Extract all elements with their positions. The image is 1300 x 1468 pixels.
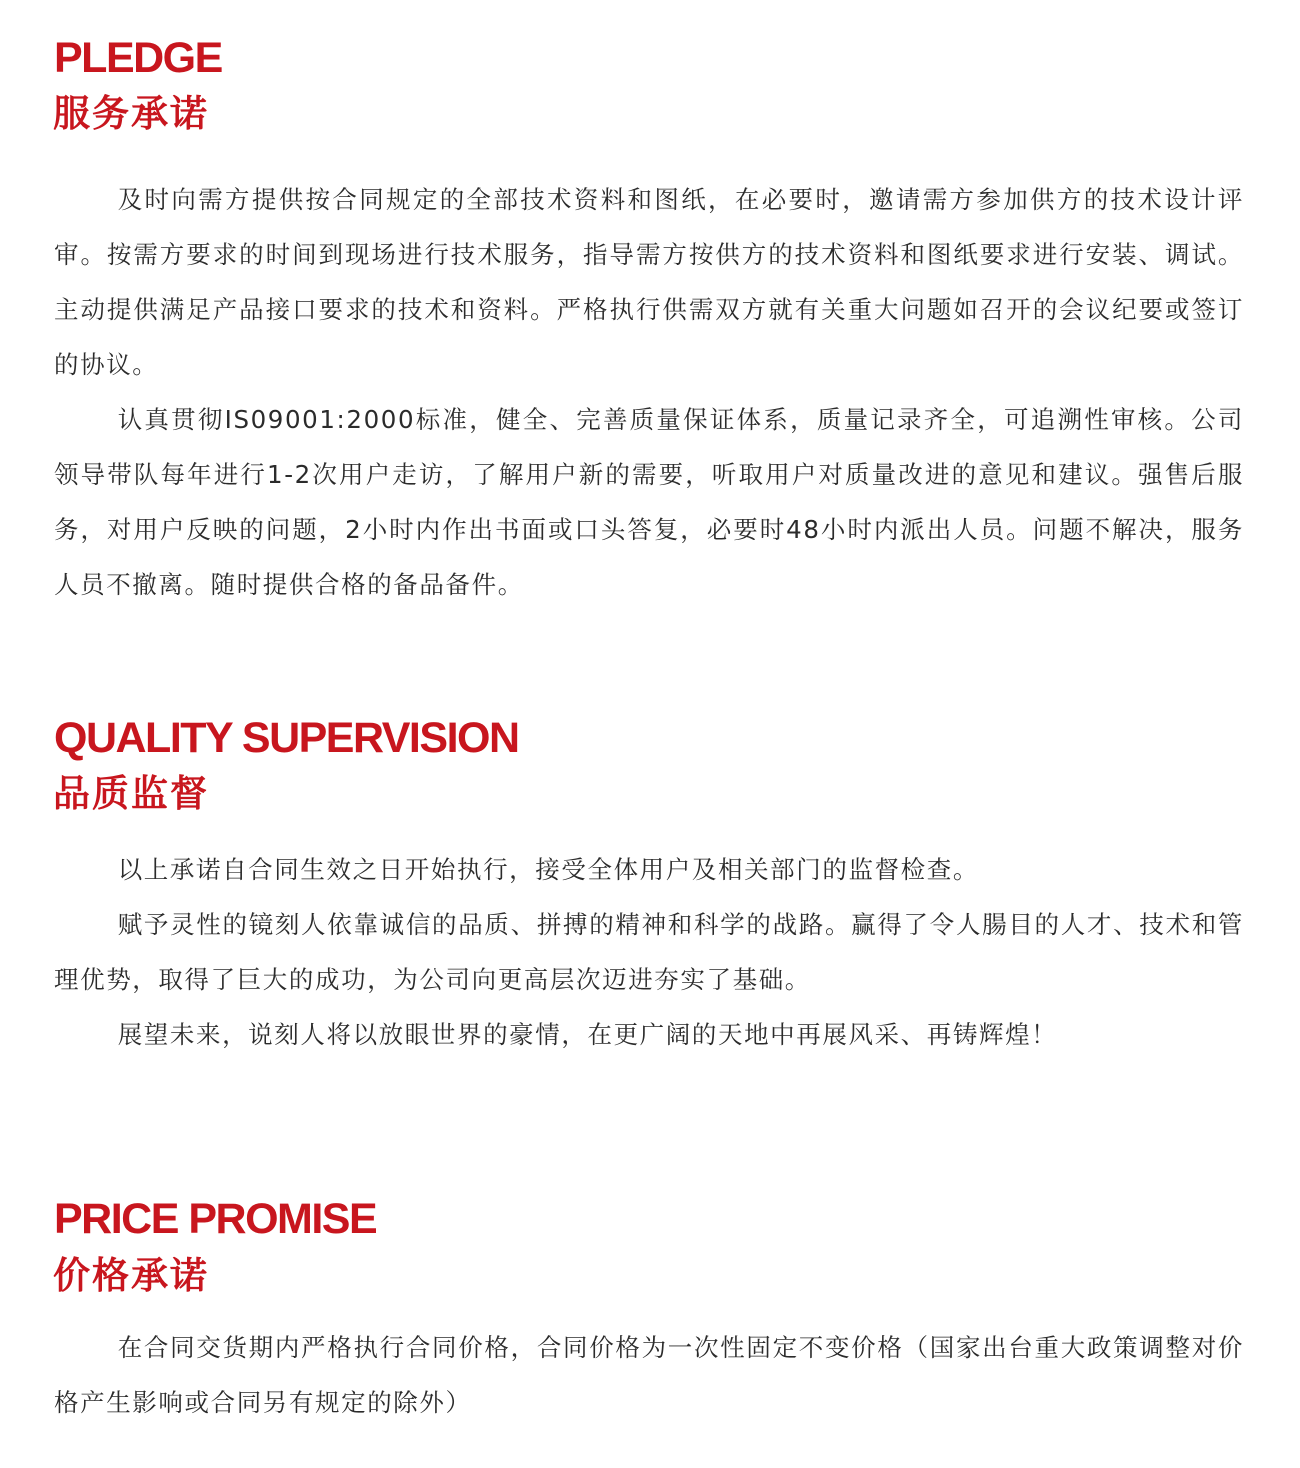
section-title-en: QUALITY SUPERVISION bbox=[54, 714, 519, 762]
section-title-zh: 服务承诺 bbox=[53, 92, 209, 135]
section-title-zh: 价格承诺 bbox=[53, 1254, 209, 1297]
paragraph: 以上承诺自合同生效之日开始执行，接受全体用户及相关部门的监督检查。 bbox=[117, 855, 979, 884]
section-body bbox=[54, 842, 1244, 1062]
section-title-zh: 品质监督 bbox=[53, 772, 209, 815]
section-body bbox=[54, 1320, 1244, 1430]
paragraph: 在合同交货期内严格执行合同价格，合同价格为一次性固定不变价格（国家出台重大政策调整对价格产生影响或合同另有规定的除外） bbox=[54, 1333, 1244, 1417]
section-body bbox=[54, 172, 1244, 612]
paragraph: 展望未来，说刻人将以放眼世界的豪情，在更广阔的天地中再展风采、再铸辉煌！ bbox=[117, 1020, 1058, 1049]
paragraph: 认真贯彻IS09001:2000标准，健全、完善质量保证体系，质量记录齐全，可追溯性审核。公司领导带队每年进行1-2次用户走访，了解用户新的需要，听取用户对质量改进的意见和建议。强售后服务，对用户反映的问题，2小时内作出书面或口头答复，必要时48小时内派出人员。问题不解决，服务人员不撤离。随时提供合格的备品备件。 bbox=[54, 405, 1244, 599]
section-title-en: PLEDGE bbox=[54, 34, 222, 82]
paragraph: 赋予灵性的镜刻人依靠诚信的品质、拼搏的精神和科学的战路。赢得了令人腸目的人才、技术和管理优势，取得了巨大的成功，为公司向更高层次迈进夯实了基础。 bbox=[54, 910, 1244, 994]
paragraph: 及时向需方提供按合同规定的全部技术资料和图纸，在必要时，邀请需方参加供方的技术设计评审。按需方要求的时间到现场进行技术服务，指导需方按供方的技术资料和图纸要求进行安装、调试。主动提供满足产品接口要求的技术和资料。严格执行供需双方就有关重大问题如召开的会议纪要或签订的协议。 bbox=[54, 185, 1244, 379]
section-title-en: PRICE PROMISE bbox=[54, 1195, 377, 1243]
